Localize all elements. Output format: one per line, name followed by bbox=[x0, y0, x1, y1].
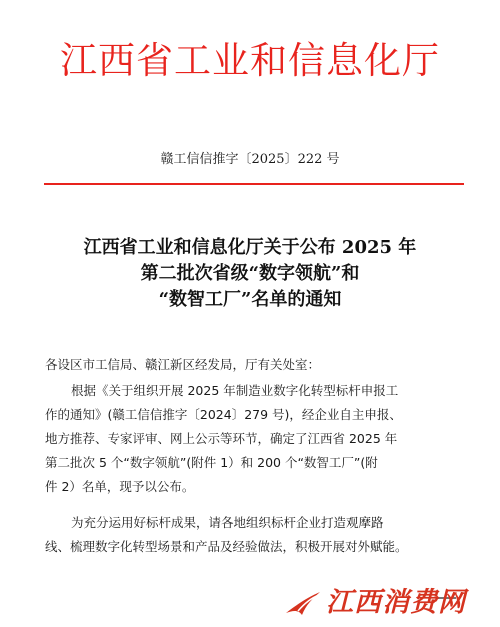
paragraph-2-line-1: 为充分运用好标杆成果，请各地组织标杆企业打造观摩路 bbox=[71, 515, 384, 530]
paragraph-1-line-2: 作的通知》(赣工信信推字〔2024〕279 号)，经企业自主申报、 bbox=[45, 407, 402, 422]
notice-title bbox=[0, 235, 500, 313]
document-number: 赣工信信推字〔2025〕222 号 bbox=[160, 152, 340, 167]
red-divider-line bbox=[44, 183, 464, 185]
paragraph-1-line-1: 根据《关于组织开展 2025 年制造业数字化转型标杆申报工 bbox=[71, 383, 399, 398]
paragraph-1-line-5: 件 2）名单，现予以公布。 bbox=[45, 479, 195, 494]
salutation: 各设区市工信局、赣江新区经发局，厅有关处室： bbox=[45, 357, 321, 372]
paragraph-2-line-2: 线、梳理数字化转型场景和产品及经验做法，积极开展对外赋能。 bbox=[45, 539, 408, 554]
watermark-text: 江西消费网 bbox=[326, 587, 466, 618]
paragraph-1-line-4: 第二批次 5 个“数字领航”(附件 1）和 200 个“数智工厂”(附 bbox=[45, 455, 378, 470]
notice-title-line-2: 第二批次省级“数字领航”和 bbox=[140, 263, 360, 284]
masthead-title: 江西省工业和信息化厅 bbox=[60, 39, 440, 82]
notice-title-line-3: “数智工厂”名单的通知 bbox=[158, 289, 342, 310]
brush-swoosh-icon bbox=[284, 589, 322, 617]
notice-title-line-1: 江西省工业和信息化厅关于公布 2025 年 bbox=[83, 237, 417, 258]
paragraph-2 bbox=[45, 511, 465, 559]
paragraph-1 bbox=[45, 379, 465, 499]
paragraph-1-line-3: 地方推荐、专家评审、网上公示等环节，确定了江西省 2025 年 bbox=[45, 431, 398, 446]
watermark-logo bbox=[284, 585, 480, 621]
